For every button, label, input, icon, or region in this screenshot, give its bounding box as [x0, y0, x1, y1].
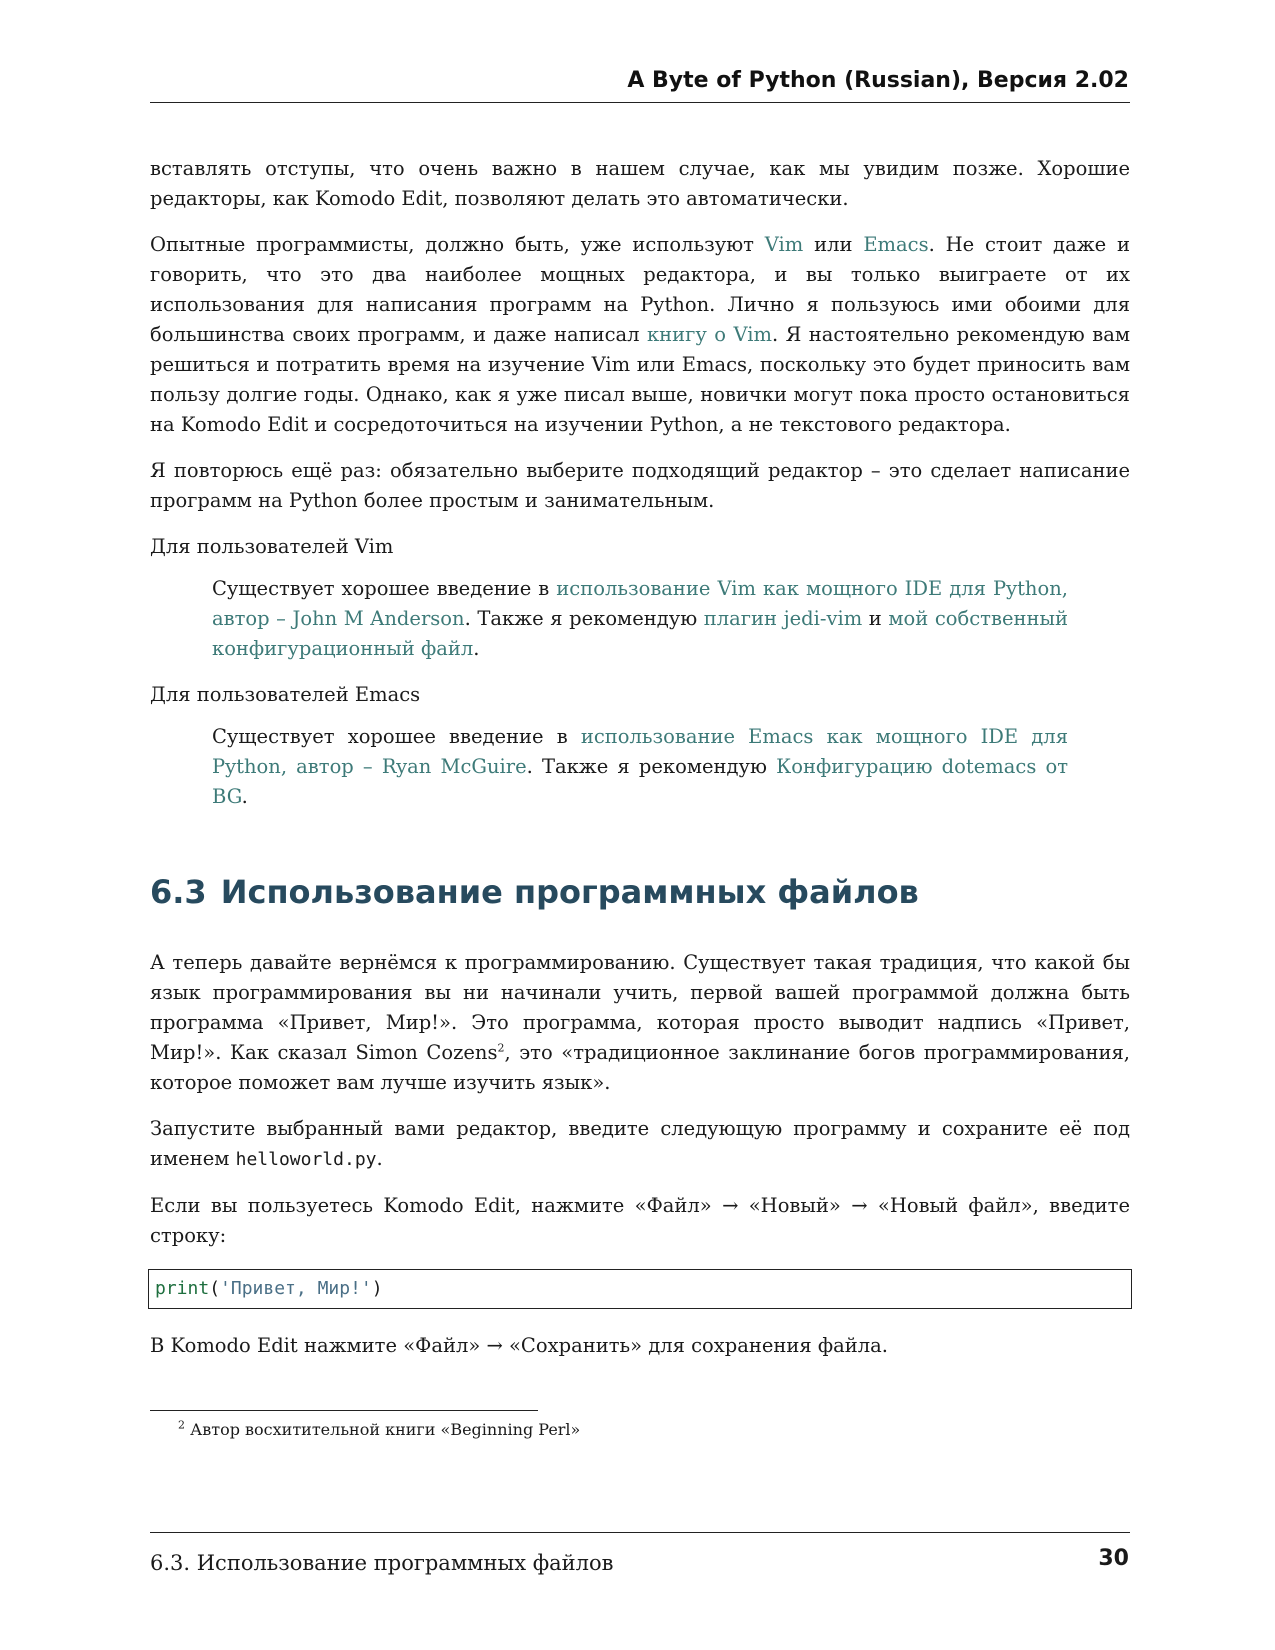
paragraph-hello-world	[150, 948, 1130, 1098]
section-number: 6.3	[150, 873, 207, 911]
text: .	[241, 785, 248, 808]
definition-emacs	[212, 722, 1068, 812]
section-heading	[150, 872, 1130, 912]
paragraph-repeat: Я повторюсь ещё раз: обязательно выберите подходящий редактор – это сделает написание программ на Python более простым и занимательным.	[150, 459, 1130, 512]
term-vim-users: Для пользователей Vim	[150, 535, 394, 558]
link-vim-ide[interactable]: использование Vim как мощного IDE для Python, автор – John M Anderson	[212, 577, 1068, 630]
text: . Не стоит даже и говорить, что это два наиболее мощных редактора, и вы только выиграете от их использования для написания программ на Python. Лично я пользуюсь ими обоими для большинства своих программ, и даже написал	[150, 233, 1130, 346]
code-paren: (	[209, 1278, 221, 1299]
running-header-title: A Byte of Python (Russian), Версия 2.02	[627, 68, 1129, 93]
footnote-rule	[150, 1410, 538, 1411]
footnote-ref[interactable]: 2	[497, 1041, 505, 1055]
text: , это «традиционное заклинание богов программирования, которое поможет вам лучше изучить язык».	[150, 1041, 1130, 1094]
link-vim[interactable]: Vim	[764, 233, 804, 256]
text: Опытные программисты, должно быть, уже используют	[150, 233, 765, 256]
link-emacs-ide[interactable]: использование Emacs как мощного IDE для Python, автор – Ryan McGuire	[212, 725, 1068, 778]
paragraph-komodo-save: В Komodo Edit нажмите «Файл» → «Сохранить» для сохранения файла.	[150, 1334, 889, 1357]
text: . Я настоятельно рекомендую вам решиться и потратить время на изучение Vim или Emacs, поскольку это будет приносить вам пользу долгие годы. Однако, как я уже писал выше, новички могут пока просто остановиться на Komodo Edit и сосредоточиться на изучении Python, а не текстового редактора.	[150, 323, 1130, 436]
code-block	[148, 1269, 1132, 1309]
paragraph-vim-emacs	[150, 230, 1130, 440]
text: и	[862, 607, 889, 630]
footnote	[178, 1419, 580, 1441]
paragraph-run-editor	[150, 1114, 1130, 1175]
footer-section: 6.3. Использование программных файлов	[150, 1551, 614, 1575]
page-number: 30	[1098, 1546, 1129, 1571]
footnote-mark: 2	[178, 1418, 185, 1432]
page-content	[150, 154, 1130, 1377]
section-title: Использование программных файлов	[220, 873, 919, 911]
code-string: 'Привет, Мир!'	[220, 1278, 372, 1299]
text: или	[803, 233, 864, 256]
code-paren: )	[371, 1278, 383, 1299]
term-emacs-users: Для пользователей Emacs	[150, 683, 421, 706]
paragraph-komodo-new: Если вы пользуетесь Komodo Edit, нажмите «Файл» → «Новый» → «Новый файл», введите строку:	[150, 1194, 1130, 1247]
text: . Также я рекомендую	[526, 755, 777, 778]
paragraph-indentation: вставлять отступы, что очень важно в нашем случае, как мы увидим позже. Хорошие редакторы, как Komodo Edit, позволяют делать это автоматически.	[150, 157, 1130, 210]
text: А теперь давайте вернёмся к программированию. Существует такая традиция, что какой бы язык программирования вы ни начинали учить, первой вашей программой должна быть программа «Привет, Мир!». Это программа, которая просто выводит надпись «Привет, Мир!». Как сказал Simon Cozens	[150, 951, 1130, 1064]
code-function: print	[155, 1278, 210, 1299]
footnote-text: Автор восхитительной книги «Beginning Perl»	[185, 1420, 581, 1439]
text: Существует хорошее введение в	[212, 577, 557, 600]
footer-rule	[150, 1532, 1130, 1533]
text: .	[376, 1147, 383, 1170]
text: Существует хорошее введение в	[212, 725, 581, 748]
definition-vim	[212, 574, 1068, 664]
link-emacs[interactable]: Emacs	[863, 233, 929, 256]
text: Запустите выбранный вами редактор, введите следующую программу и сохраните её под именем	[150, 1117, 1130, 1170]
link-vim-book[interactable]: книгу о Vim	[646, 323, 772, 346]
link-dotemacs[interactable]: Конфигурацию dotemacs от BG	[212, 755, 1068, 808]
link-jedi-vim[interactable]: плагин jedi-vim	[703, 607, 863, 630]
header-rule	[150, 102, 1130, 103]
inline-code-filename: helloworld.py	[235, 1149, 377, 1170]
text: .	[473, 637, 480, 660]
link-vim-config[interactable]: мой собственный конфигурационный файл	[212, 607, 1068, 660]
text: . Также я рекомендую	[464, 607, 704, 630]
